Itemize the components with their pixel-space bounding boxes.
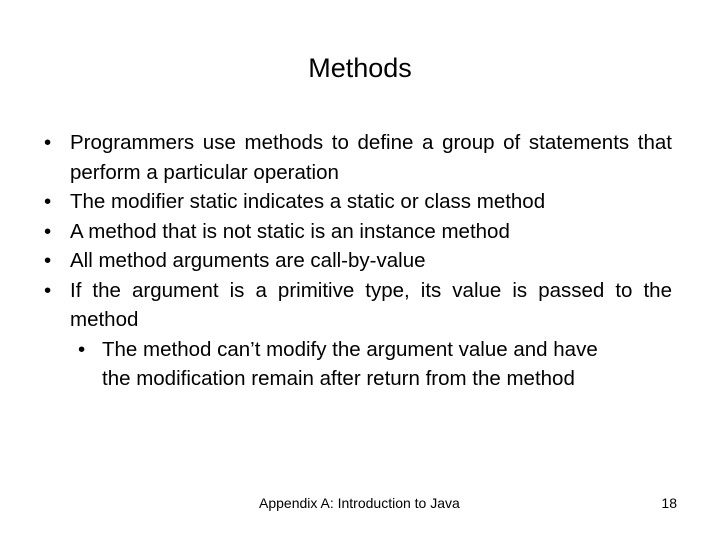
page-number: 18: [661, 495, 677, 511]
footer-text: Appendix A: Introduction to Java: [259, 495, 460, 511]
bullet-item: [44, 217, 672, 247]
bullet-text: A method that is not static is an instance method: [70, 219, 510, 243]
bullet-text: If the argument is a primitive type, its value is passed to the method: [70, 278, 672, 331]
sub-bullet-text: The method can’t modify the argument value and have the modification remain after return from the method: [102, 337, 598, 390]
bullet-item: [44, 246, 672, 276]
bullet-item: [44, 187, 672, 217]
slide-title: Methods: [308, 53, 412, 83]
sub-bullet-list: [70, 335, 620, 394]
bullet-item: [44, 128, 672, 187]
bullet-text: The modifier static indicates a static or class method: [70, 190, 546, 213]
bullet-list: [44, 128, 672, 394]
sub-bullet-item: [70, 335, 620, 394]
bullet-text: All method arguments are call-by-value: [70, 249, 426, 272]
bullet-item: [44, 276, 672, 394]
bullet-text: Programmers use methods to define a group of statements that perform a particular operation: [70, 131, 672, 184]
